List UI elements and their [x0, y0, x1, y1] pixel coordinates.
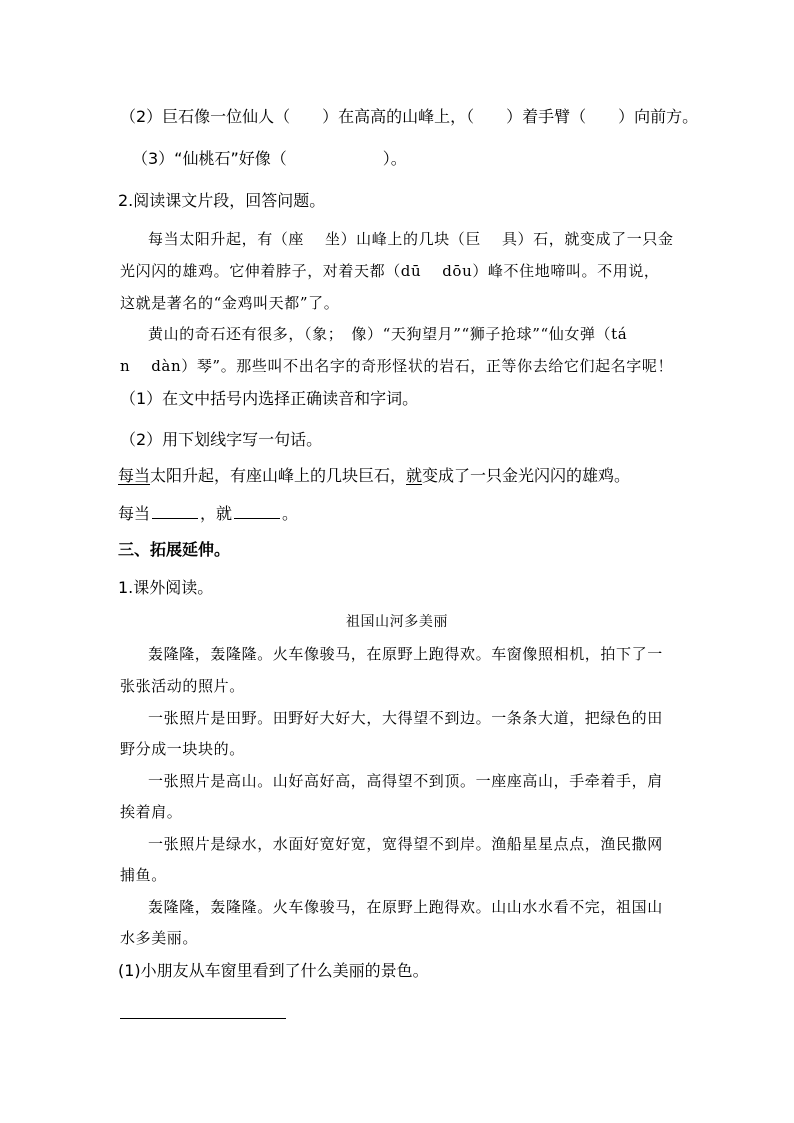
answer-line[interactable] [120, 1018, 286, 1019]
sub-question-2: （2）用下划线字写一句话。 [120, 430, 323, 449]
passage-line: 每当太阳升起，有（座 坐）山峰上的几块（巨 具）石，就变成了一只金 [148, 230, 674, 248]
reading-line: 水多美丽。 [120, 929, 199, 947]
passage-line: 黄山的奇石还有很多，（象； 像）“天狗望月”“狮子抢球”“仙女弹（tá [148, 325, 628, 343]
sentence-text: 太阳升起，有座山峰上的几块巨石， [150, 466, 407, 485]
reading-title: 祖国山河多美丽 [345, 614, 449, 630]
sentence-text: 变成了一只金光闪闪的雄鸡。 [422, 466, 631, 485]
passage-line: 光闪闪的雄鸡。它伸着脖子，对着天都（dū dōu）峰不住地啼叫。不用说， [120, 262, 660, 280]
fill-in-sentence [118, 503, 298, 525]
reading-line: 捕鱼。 [120, 866, 167, 884]
section3-item: 1.课外阅读。 [118, 578, 214, 597]
reading-line: 轰隆隆，轰隆隆。火车像骏马，在原野上跑得欢。山山水水看不完，祖国山 [148, 898, 663, 916]
passage-line: n dàn）琴”。那些叫不出名字的奇形怪状的岩石，正等你去给它们起名字呢！ [120, 357, 674, 375]
section3-heading: 三、拓展延伸。 [118, 540, 231, 559]
sub-question-1: （1）在文中括号内选择正确读音和字词。 [120, 389, 419, 408]
reading-line: 挨着肩。 [120, 803, 183, 821]
example-sentence [118, 465, 630, 487]
passage-line: 这就是著名的“金鸡叫天都”了。 [120, 294, 340, 312]
reading-question-1: (1)小朋友从车窗里看到了什么美丽的景色。 [118, 961, 429, 980]
underlined-word: 每当 [118, 466, 151, 485]
question-3: （3）“仙桃石”好像（ ）。 [132, 149, 407, 168]
underlined-word: 就 [406, 466, 423, 485]
reading-line: 一张照片是高山。山好高好高，高得望不到顶。一座座高山，手牵着手，肩 [148, 772, 663, 790]
reading-line: 一张照片是绿水，水面好宽好宽，宽得望不到岸。渔船星星点点，渔民撒网 [148, 835, 663, 853]
question-2: （2）巨石像一位仙人（ ）在高高的山峰上，（ ）着手臂（ ）向前方。 [120, 107, 699, 126]
section2-title: 2.阅读课文片段，回答问题。 [118, 191, 326, 210]
reading-line: 一张照片是田野。田野好大好大，大得望不到边。一条条大道，把绿色的田 [148, 709, 663, 727]
fill-mid: ，就 [200, 504, 233, 523]
fill-prefix: 每当 [118, 504, 151, 523]
fill-end: 。 [282, 504, 299, 523]
blank-field[interactable] [152, 504, 198, 519]
reading-line: 张张活动的照片。 [120, 677, 245, 695]
reading-line: 野分成一块块的。 [120, 740, 245, 758]
reading-line: 轰隆隆，轰隆隆。火车像骏马，在原野上跑得欢。车窗像照相机，拍下了一 [148, 645, 663, 663]
blank-field[interactable] [234, 504, 280, 519]
